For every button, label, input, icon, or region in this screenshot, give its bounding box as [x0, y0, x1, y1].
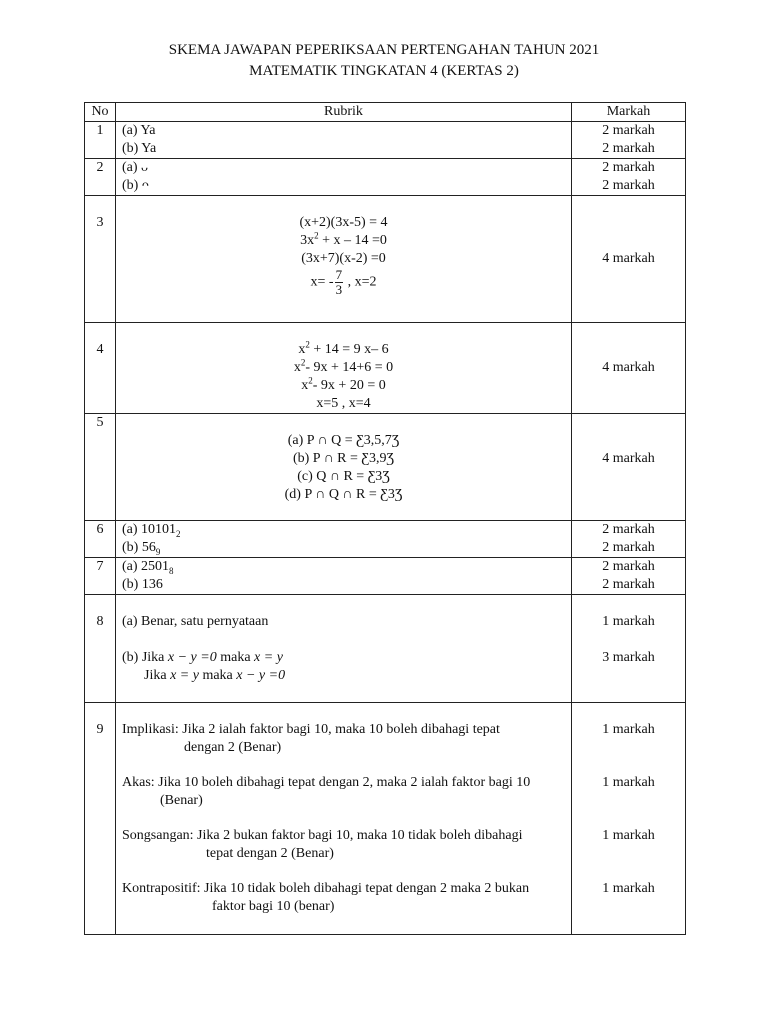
marks-value: 2 markah	[602, 559, 655, 574]
rubric-cell	[116, 323, 572, 414]
marks-value: 2 markah	[602, 160, 655, 175]
working-line: (x+2)(3x-5) = 4	[299, 215, 388, 230]
answer-line: (a) Ya	[122, 123, 156, 138]
marks-cell	[572, 521, 686, 558]
question-number: 7	[85, 558, 116, 595]
statement-line: Akas: Jika 10 boleh dibahagi tepat dengan 2, maka 2 ialah faktor bagi 10	[122, 775, 531, 790]
rubric-cell	[116, 122, 572, 159]
statement-line: Implikasi: Jika 2 ialah faktor bagi 10, maka 10 boleh dibahagi tepat	[122, 722, 500, 737]
question-number: 2	[85, 159, 116, 196]
question-number: 3	[85, 196, 116, 323]
table-header-row	[85, 103, 686, 122]
working-line: x= - $\frac{7}{3}$ , x=2	[310, 267, 377, 297]
question-number: 9	[85, 703, 116, 935]
marks-cell: 4 markah	[572, 196, 686, 323]
marks-value: 2 markah	[602, 522, 655, 537]
answer-line: (c) Q ∩ R = Ƹ3Ʒ	[297, 469, 390, 484]
header-marks: Markah	[572, 103, 686, 122]
statement-line: faktor bagi 10 (benar)	[212, 899, 335, 914]
answer-line: (b) Jika x − y =0 maka x = y	[122, 650, 283, 665]
rubric-table	[84, 102, 686, 935]
working-line: $x^2-$ 9x + 14+6 = 0	[293, 357, 394, 375]
header-no: No	[85, 103, 116, 122]
fraction: $\frac{7}{3}$	[335, 267, 343, 297]
marks-cell: 4 markah	[572, 414, 686, 521]
statement-line: Songsangan: Jika 2 bukan faktor bagi 10, maka 10 tidak boleh dibahagi	[122, 828, 523, 843]
answer-line: (a) ᴗ	[122, 160, 149, 175]
working-line: x=5 , x=4	[316, 396, 371, 411]
answer-line: (d) P ∩ Q ∩ R = Ƹ3Ʒ	[284, 487, 403, 502]
answer-line: (a) $10101_2$	[122, 522, 181, 539]
rubric-cell	[116, 159, 572, 196]
marks-value: 1 markah	[602, 775, 655, 790]
rubric-cell	[116, 595, 572, 703]
working-line: $x^2-$ 9x + 20 = 0	[301, 375, 386, 393]
question-number: 1	[85, 122, 116, 159]
marks-value: 2 markah	[602, 577, 655, 592]
table-row-q1	[85, 122, 686, 159]
marks-value: 2 markah	[602, 178, 655, 193]
answer-line: (b) $56_9$	[122, 540, 161, 557]
header-rubric: Rubrik	[116, 103, 572, 122]
marks-value: 2 markah	[602, 141, 655, 156]
table-row-q5	[85, 414, 686, 521]
rubric-cell	[116, 414, 572, 521]
table-row-q7	[85, 558, 686, 595]
marks-value: 1 markah	[602, 828, 655, 843]
rubric-cell	[116, 558, 572, 595]
table-row-q3	[85, 196, 686, 323]
statement-line: (Benar)	[160, 793, 203, 808]
question-number: 8	[85, 595, 116, 703]
rubric-cell	[116, 703, 572, 935]
answer-line: (a) Benar, satu pernyataan	[122, 614, 269, 629]
marks-cell	[572, 558, 686, 595]
rubric-cell	[116, 196, 572, 323]
answer-line: Jika x = y maka x − y =0	[144, 668, 286, 683]
answer-line: (a) P ∩ Q = Ƹ3,5,7Ʒ	[287, 433, 400, 448]
statement-line: tepat dengan 2 (Benar)	[206, 846, 334, 861]
marks-value: 3 markah	[602, 650, 655, 665]
marks-cell	[572, 595, 686, 703]
marks-value: 2 markah	[602, 123, 655, 138]
answer-line: (b) P ∩ R = Ƹ3,9Ʒ	[292, 451, 395, 466]
table-row-q6	[85, 521, 686, 558]
statement-line: dengan 2 (Benar)	[184, 740, 282, 755]
table-row-q2	[85, 159, 686, 196]
working-line: $x^2 + 14 = 9$ x– 6	[298, 339, 389, 357]
document-heading	[0, 40, 768, 82]
rubric-cell	[116, 521, 572, 558]
working-line: $3x^2 + x - 14 =0$	[300, 230, 387, 248]
marks-value: 1 markah	[602, 881, 655, 896]
marks-cell: 4 markah	[572, 323, 686, 414]
working-line: (3x+7)(x-2) =0	[301, 251, 386, 266]
question-number: 6	[85, 521, 116, 558]
marks-value: 2 markah	[602, 540, 655, 555]
answer-line: (a) $2501_8$	[122, 559, 174, 576]
heading-line-1: SKEMA JAWAPAN PEPERIKSAAN PERTENGAHAN TAHUN 2021	[168, 42, 600, 58]
question-number: 4	[85, 323, 116, 414]
answer-line: (b) Ya	[122, 141, 157, 156]
question-number: 5	[85, 414, 116, 521]
answer-line: (b) 136	[122, 577, 163, 592]
marks-cell	[572, 122, 686, 159]
table-row-q8	[85, 595, 686, 703]
answer-line: (b) ᴖ	[122, 178, 149, 193]
table-row-q9	[85, 703, 686, 935]
marks-cell	[572, 703, 686, 935]
table-row-q4	[85, 323, 686, 414]
marks-value: 1 markah	[602, 614, 655, 629]
statement-line: Kontrapositif: Jika 10 tidak boleh dibahagi tepat dengan 2 maka 2 bukan	[122, 881, 530, 896]
heading-line-2: MATEMATIK TINGKATAN 4 (KERTAS 2)	[249, 63, 519, 79]
marks-cell	[572, 159, 686, 196]
marks-value: 1 markah	[602, 722, 655, 737]
